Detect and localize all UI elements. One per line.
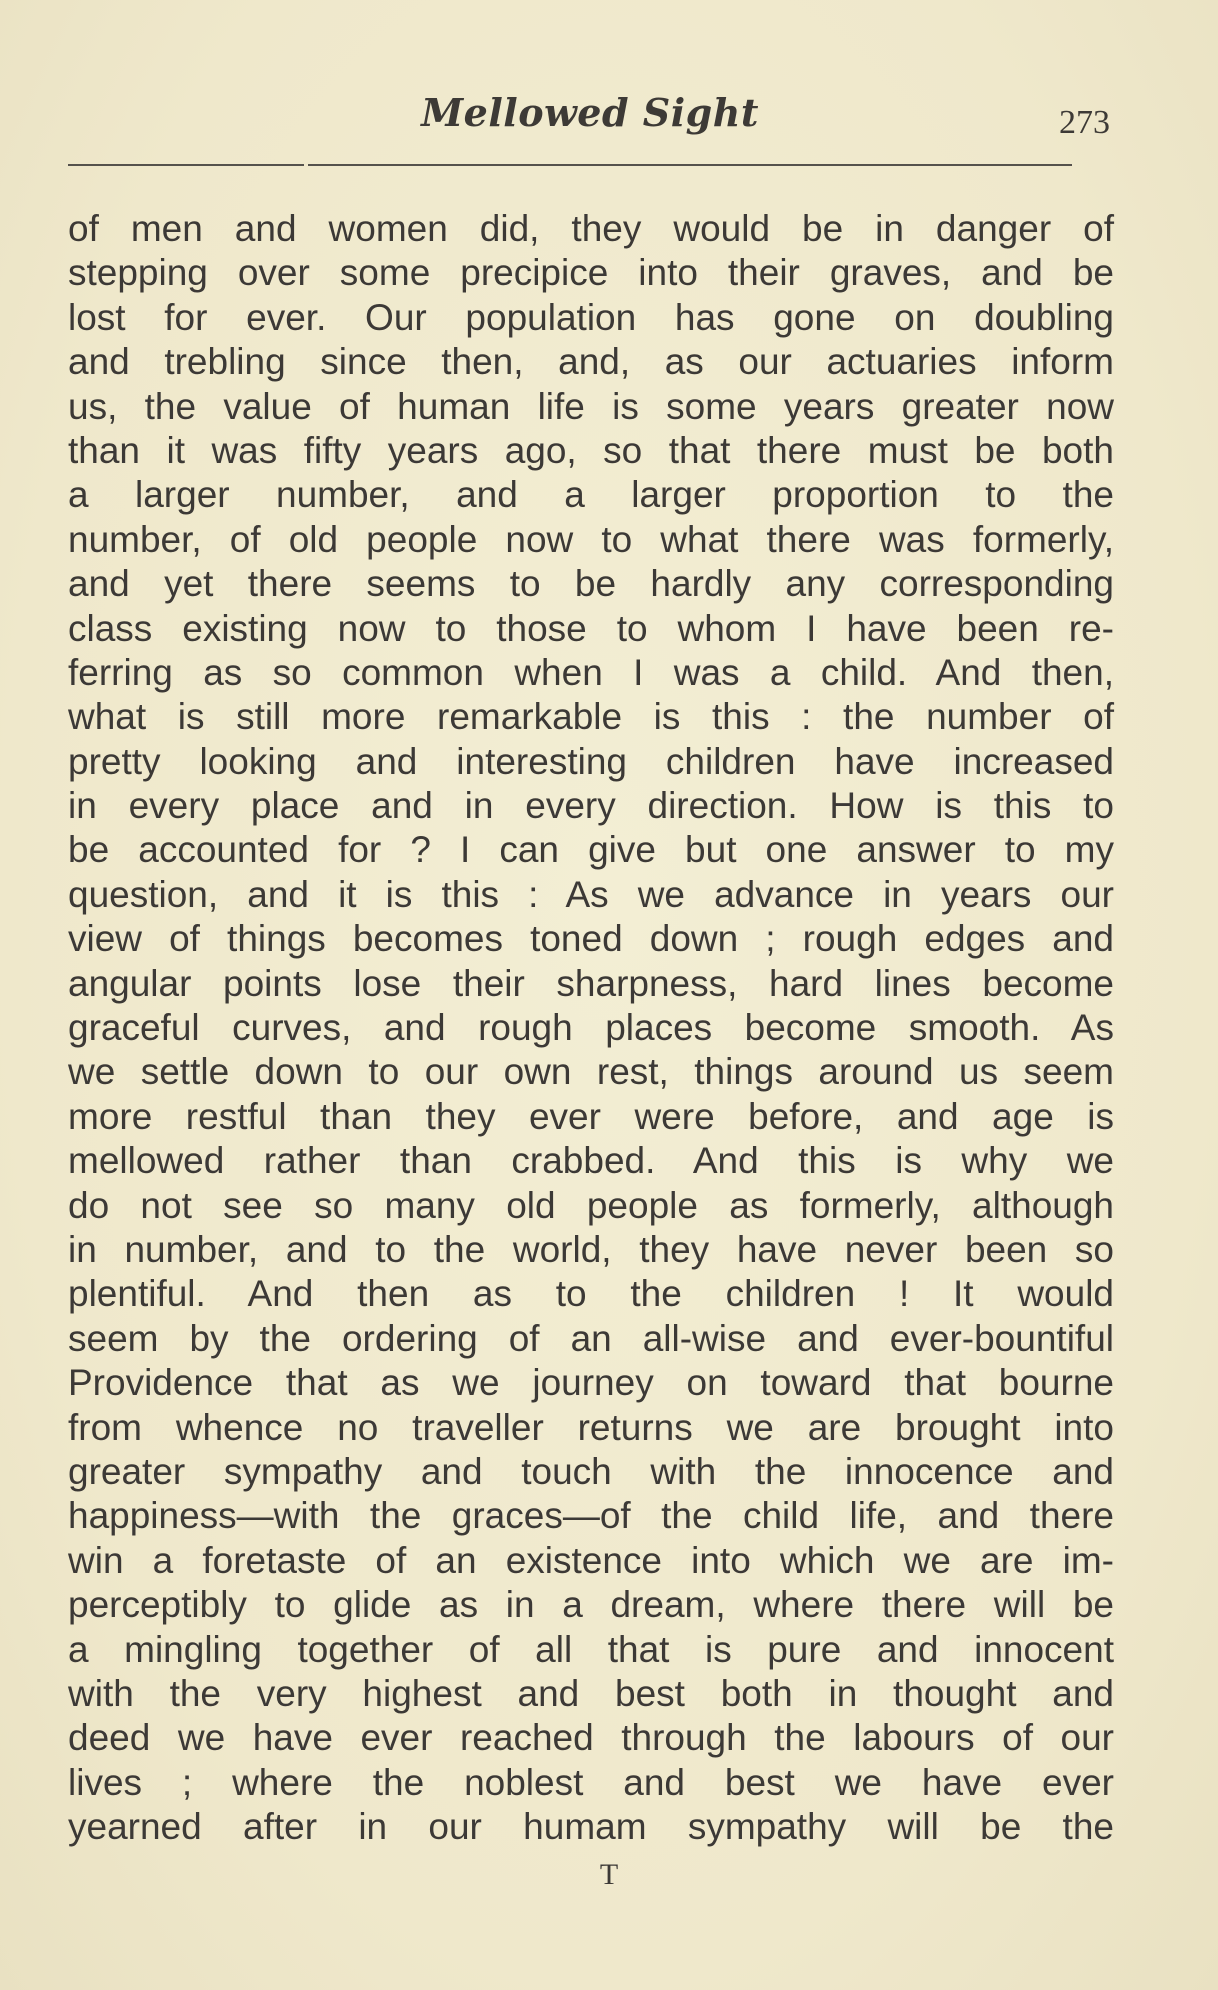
text-line: ferring as so common when I was a child. And then, (68, 651, 1114, 693)
text-line: greater sympathy and touch with the innocence and (68, 1450, 1114, 1492)
text-line: question, and it is this : As we advance in years our (68, 873, 1114, 915)
text-line: mellowed rather than crabbed. And this is why we (68, 1140, 1114, 1182)
page-header (70, 88, 1110, 141)
text-line: with the very highest and best both in thought and (68, 1672, 1114, 1714)
text-line: in number, and to the world, they have never been so (68, 1228, 1114, 1270)
text-line: number, of old people now to what there was formerly, (68, 518, 1114, 560)
text-line: pretty looking and interesting children have increased (68, 740, 1114, 782)
text-line: us, the value of human life is some years greater now (68, 385, 1114, 427)
text-line: a larger number, and a larger proportion to the (68, 474, 1114, 516)
text-line: plentiful. And then as to the children ! It would (68, 1273, 1114, 1315)
text-line: we settle down to our own rest, things around us seem (68, 1051, 1114, 1093)
text-line: a mingling together of all that is pure and innocent (68, 1628, 1114, 1670)
header-rule-right (308, 164, 1072, 166)
text-line: be accounted for ? I can give but one answer to my (68, 829, 1114, 871)
body-text (68, 207, 1114, 1849)
text-line: lives ; where the noblest and best we have ever (68, 1761, 1114, 1803)
text-line: lost for ever. Our population has gone on doubling (68, 296, 1114, 338)
text-line: graceful curves, and rough places become smooth. As (68, 1007, 1114, 1049)
header-rule-left (68, 164, 304, 166)
text-line: seem by the ordering of an all-wise and ever-bountiful (68, 1317, 1114, 1359)
text-line: in every place and in every direction. How is this to (68, 785, 1114, 827)
text-line: deed we have ever reached through the labours of our (68, 1717, 1114, 1759)
text-line: than it was fifty years ago, so that there must be both (68, 429, 1114, 471)
text-line: angular points lose their sharpness, hard lines become (68, 962, 1114, 1004)
text-line: stepping over some precipice into their graves, and be (68, 252, 1114, 294)
text-line: win a foretaste of an existence into which we are im- (68, 1539, 1114, 1581)
running-title: Mellowed Sight (421, 90, 759, 135)
text-line: do not see so many old people as formerly, although (68, 1184, 1114, 1226)
text-line: from whence no traveller returns we are brought into (68, 1406, 1114, 1448)
text-line: Providence that as we journey on toward that bourne (68, 1362, 1114, 1404)
text-line: yearned after in our humam sympathy will be the (68, 1806, 1114, 1848)
text-line: more restful than they ever were before, and age is (68, 1095, 1114, 1137)
text-line: perceptibly to glide as in a dream, where there will be (68, 1584, 1114, 1626)
signature-mark: T (599, 1858, 619, 1891)
text-line: happiness—with the graces—of the child life, and there (68, 1495, 1114, 1537)
text-line: view of things becomes toned down ; rough edges and (68, 918, 1114, 960)
text-line: what is still more remarkable is this : the number of (68, 696, 1114, 738)
page-number: 273 (1059, 104, 1110, 141)
text-line: class existing now to those to whom I have been re- (68, 607, 1114, 649)
text-line: and yet there seems to be hardly any corresponding (68, 563, 1114, 605)
text-line: and trebling since then, and, as our actuaries inform (68, 341, 1114, 383)
text-line: of men and women did, they would be in danger of (68, 208, 1114, 249)
